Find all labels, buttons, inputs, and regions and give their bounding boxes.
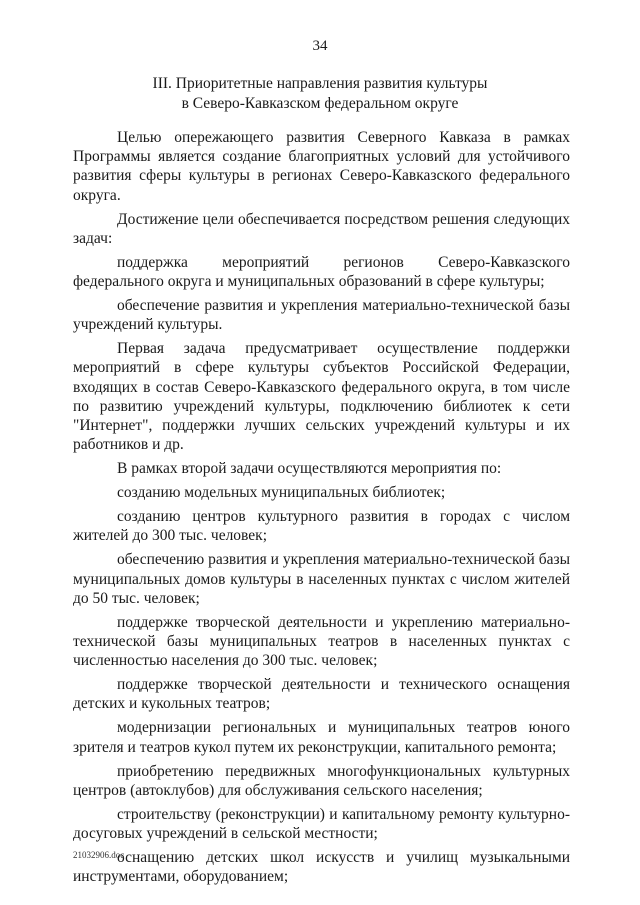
list-item: поддержке творческой деятельности и укреплению материально-технической базы муниципальных театров в населенных пунктах с численностью населения до 300 тыс. человек; bbox=[73, 613, 570, 670]
list-item: созданию центров культурного развития в городах с числом жителей до 300 тыс. человек; bbox=[73, 508, 570, 545]
list-item: обеспечению развития и укрепления материально-технической базы муниципальных домов культуры в населенных пунктах с числом жителей до 50 тыс. человек; bbox=[73, 551, 570, 607]
list-item: модернизации региональных и муниципальных театров юного зрителя и театров кукол путем их реконструкции, капитального ремонта; bbox=[73, 719, 570, 756]
list-item: строительству (реконструкции) и капитальному ремонту культурно-досуговых учреждений в сельской местности; bbox=[73, 805, 570, 843]
page-number: 34 bbox=[312, 38, 328, 54]
section-title-line-1: III. Приоритетные направления развития культуры bbox=[152, 75, 488, 92]
paragraph: В рамках второй задачи осуществляются мероприятия по: bbox=[117, 460, 502, 478]
paragraph: Целью опережающего развития Северного Кавказа в рамках Программы является создание благоприятных условий для устойчивого развития сферы культуры в регионах Северо-Кавказского федерального округа. bbox=[73, 129, 570, 204]
paragraph: обеспечение развития и укрепления материально-технической базы учреждений культуры. bbox=[73, 297, 570, 334]
section-title-line-2: в Северо-Кавказском федеральном округе bbox=[181, 95, 459, 112]
section-title bbox=[0, 74, 640, 114]
footer-filename: 21032906.doc bbox=[73, 850, 125, 860]
list-item: созданию модельных муниципальных библиотек; bbox=[117, 484, 446, 502]
list-item: приобретению передвижных многофункциональных культурных центров (автоклубов) для обслуживания сельского населения; bbox=[73, 762, 570, 799]
paragraph: поддержка мероприятий регионов Северо-Кавказского федерального округа и муниципальных образований в сфере культуры; bbox=[73, 253, 570, 291]
body-text bbox=[73, 128, 570, 891]
paragraph: Первая задача предусматривает осуществление поддержки мероприятий в сфере культуры субъектов Российской Федерации, входящих в состав Северо-Кавказского федерального округа, в том числе по развитию учреждений культуры, подключению библиотек к сети "Интернет", поддержки лучших сельских учреждений культуры и их работников и др. bbox=[73, 340, 570, 454]
list-item: поддержке творческой деятельности и технического оснащения детских и кукольных театров; bbox=[73, 676, 570, 713]
list-item: оснащению детских школ искусств и училищ музыкальными инструментами, оборудованием; bbox=[73, 849, 570, 886]
paragraph: Достижение цели обеспечивается посредством решения следующих задач: bbox=[73, 210, 570, 247]
